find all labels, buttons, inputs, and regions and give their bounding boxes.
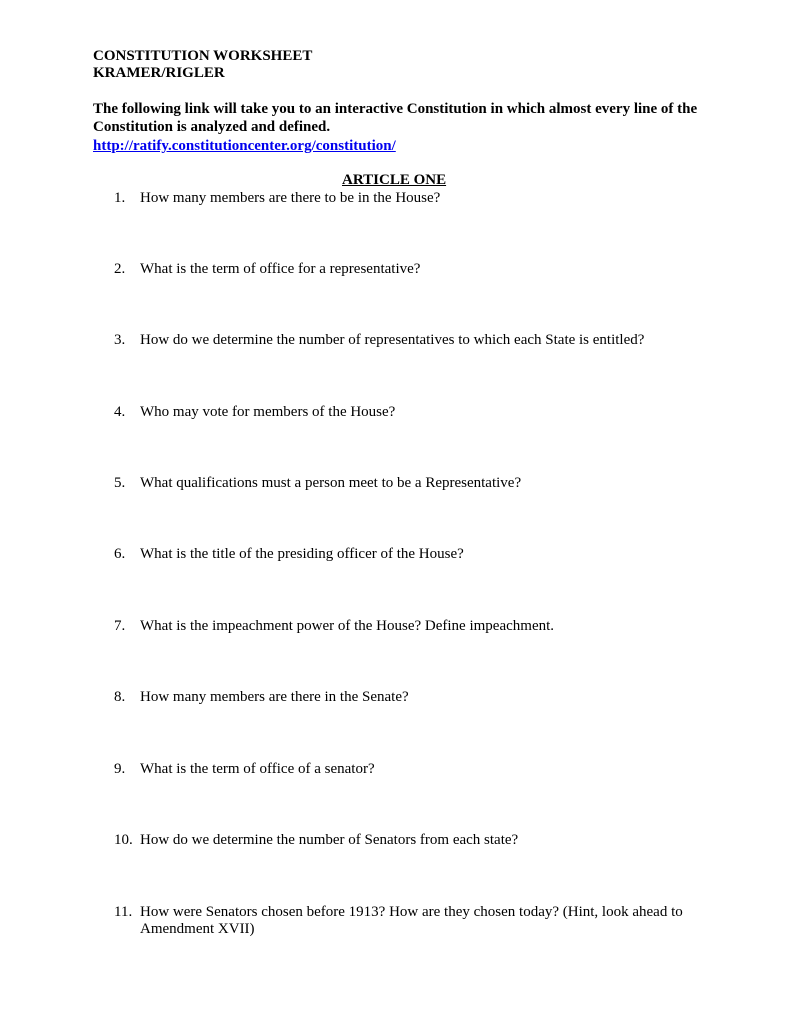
- question-text: How many members are there to be in the House?: [140, 190, 441, 206]
- question-number: 9.: [114, 761, 126, 777]
- question-text: What is the term of office of a senator?: [140, 761, 375, 777]
- question-item: [114, 546, 714, 563]
- question-text: Who may vote for members of the House?: [140, 404, 396, 420]
- worksheet-authors: KRAMER/RIGLER: [93, 65, 225, 81]
- question-item: [114, 332, 714, 349]
- question-item: [114, 832, 714, 849]
- question-number: 5.: [114, 475, 126, 491]
- question-item: [114, 475, 714, 492]
- question-item: [114, 261, 714, 278]
- question-number: 4.: [114, 404, 126, 420]
- question-number: 2.: [114, 261, 126, 277]
- question-text: What is the term of office for a representative?: [140, 261, 421, 277]
- question-number: 11.: [114, 904, 133, 920]
- intro-paragraph: [93, 100, 733, 136]
- question-number: 6.: [114, 546, 126, 562]
- question-number: 1.: [114, 190, 126, 206]
- question-text: How were Senators chosen before 1913? How are they chosen today? (Hint, look ahead to Amendment XVII): [140, 904, 683, 937]
- question-text: How many members are there in the Senate?: [140, 689, 409, 705]
- question-number: 3.: [114, 332, 126, 348]
- question-text: What is the title of the presiding officer of the House?: [140, 546, 464, 562]
- question-number: 10.: [114, 832, 133, 848]
- question-text: How do we determine the number of representatives to which each State is entitled?: [140, 332, 645, 348]
- question-text: What qualifications must a person meet to be a Representative?: [140, 475, 522, 491]
- intro-text: The following link will take you to an interactive Constitution in which almost every line of the Constitution is analyzed and defined.: [93, 101, 698, 135]
- question-item: [114, 689, 714, 706]
- question-text: How do we determine the number of Senators from each state?: [140, 832, 519, 848]
- question-item: [114, 190, 714, 207]
- constitution-link[interactable]: http://ratify.constitutioncenter.org/constitution/: [93, 138, 396, 154]
- question-item: [114, 761, 714, 778]
- question-item: [114, 618, 714, 635]
- worksheet-title: CONSTITUTION WORKSHEET: [93, 48, 313, 64]
- question-item: [114, 904, 714, 938]
- question-item: [114, 404, 714, 421]
- question-number: 8.: [114, 689, 126, 705]
- question-text: What is the impeachment power of the House? Define impeachment.: [140, 618, 555, 634]
- question-number: 7.: [114, 618, 126, 634]
- section-title: ARTICLE ONE: [342, 172, 447, 188]
